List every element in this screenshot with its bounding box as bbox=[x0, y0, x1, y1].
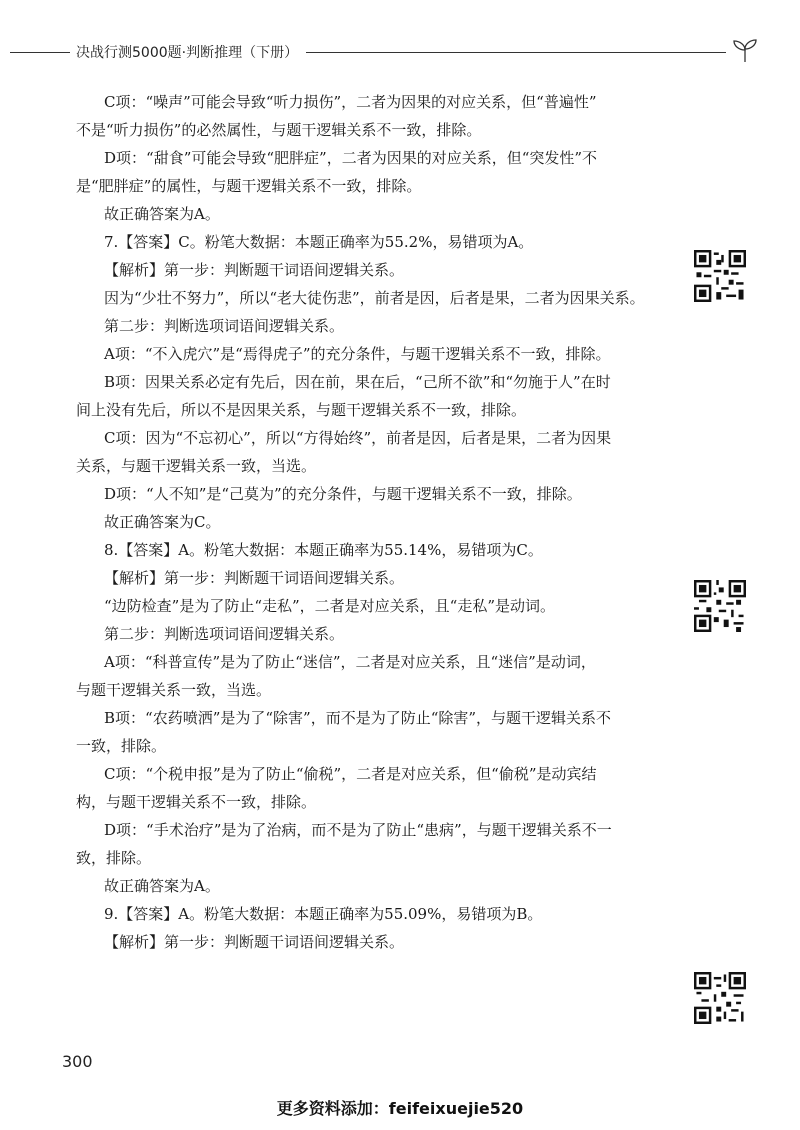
header-title: 决战行测5000题·判断推理（下册） bbox=[76, 45, 299, 61]
text-line: A项：“不入虎穴”是“焉得虎子”的充分条件，与题干逻辑关系不一致，排除。 bbox=[104, 345, 611, 363]
text-line: C项：因为“不忘初心”，所以“方得始终”，前者是因，后者是果，二者为因果 bbox=[104, 429, 612, 447]
text-line: 【解析】第一步：判断题干词语间逻辑关系。 bbox=[104, 261, 405, 279]
text-line: 8.【答案】A。粉笔大数据：本题正确率为55.14%，易错项为C。 bbox=[104, 541, 543, 559]
text-line: “边防检查”是为了防止“走私”，二者是对应关系，且“走私”是动词。 bbox=[104, 597, 556, 615]
text-line: B项：因果关系必定有先后，因在前，果在后，“己所不欲”和“勿施于人”在时 bbox=[104, 373, 611, 391]
text-line: 不是“听力损伤”的必然属性，与题干逻辑关系不一致，排除。 bbox=[76, 121, 482, 139]
page-number: 300 bbox=[62, 1052, 93, 1071]
answer-explanations bbox=[76, 88, 669, 956]
sprout-icon bbox=[730, 38, 760, 64]
text-line: 间上没有先后，所以不是因果关系，与题干逻辑关系不一致，排除。 bbox=[76, 401, 527, 419]
header-rule-right bbox=[306, 52, 726, 53]
text-line: 与题干逻辑关系一致，当选。 bbox=[76, 681, 272, 699]
qr-code-question-7[interactable] bbox=[694, 250, 746, 302]
text-line: D项：“手术治疗”是为了治病，而不是为了防止“患病”，与题干逻辑关系不一 bbox=[104, 821, 612, 839]
footer-contact: 更多资料添加：feifeixuejie520 bbox=[276, 1099, 524, 1118]
text-line: 故正确答案为A。 bbox=[104, 205, 220, 223]
text-line: 【解析】第一步：判断题干词语间逻辑关系。 bbox=[104, 933, 405, 951]
text-line: 关系，与题干逻辑关系一致，当选。 bbox=[76, 457, 317, 475]
text-line: 是“肥胖症”的属性，与题干逻辑关系不一致，排除。 bbox=[76, 177, 422, 195]
header-rule-left bbox=[10, 52, 70, 53]
text-line: 一致，排除。 bbox=[76, 737, 167, 755]
text-line: B项：“农药喷洒”是为了“除害”，而不是为了防止“除害”，与题干逻辑关系不 bbox=[104, 709, 612, 727]
running-header bbox=[0, 36, 800, 66]
text-line: 【解析】第一步：判断题干词语间逻辑关系。 bbox=[104, 569, 405, 587]
text-line: 故正确答案为C。 bbox=[104, 513, 221, 531]
text-line: 第二步：判断选项词语间逻辑关系。 bbox=[104, 625, 345, 643]
text-line: A项：“科普宣传”是为了防止“迷信”，二者是对应关系，且“迷信”是动词， bbox=[104, 653, 596, 671]
qr-code-question-8[interactable] bbox=[694, 580, 746, 632]
text-line: C项：“个税申报”是为了防止“偷税”，二者是对应关系，但“偷税”是动宾结 bbox=[104, 765, 597, 783]
text-line: D项：“甜食”可能会导致“肥胖症”，二者为因果的对应关系，但“突发性”不 bbox=[104, 149, 598, 167]
qr-code-question-9[interactable] bbox=[694, 972, 746, 1024]
text-line: C项：“噪声”可能会导致“听力损伤”，二者为因果的对应关系，但“普遍性” bbox=[104, 93, 597, 111]
text-line: 7.【答案】C。粉笔大数据：本题正确率为55.2%，易错项为A。 bbox=[104, 233, 534, 251]
text-line: 第二步：判断选项词语间逻辑关系。 bbox=[104, 317, 345, 335]
text-line: 故正确答案为A。 bbox=[104, 877, 220, 895]
text-line: 因为“少壮不努力”，所以“老大徒伤悲”，前者是因，后者是果，二者为因果关系。 bbox=[104, 289, 645, 307]
text-line: D项：“人不知”是“己莫为”的充分条件，与题干逻辑关系不一致，排除。 bbox=[104, 485, 582, 503]
text-line: 9.【答案】A。粉笔大数据：本题正确率为55.09%，易错项为B。 bbox=[104, 905, 543, 923]
text-line: 构，与题干逻辑关系不一致，排除。 bbox=[76, 793, 317, 811]
text-line: 致，排除。 bbox=[76, 849, 152, 867]
